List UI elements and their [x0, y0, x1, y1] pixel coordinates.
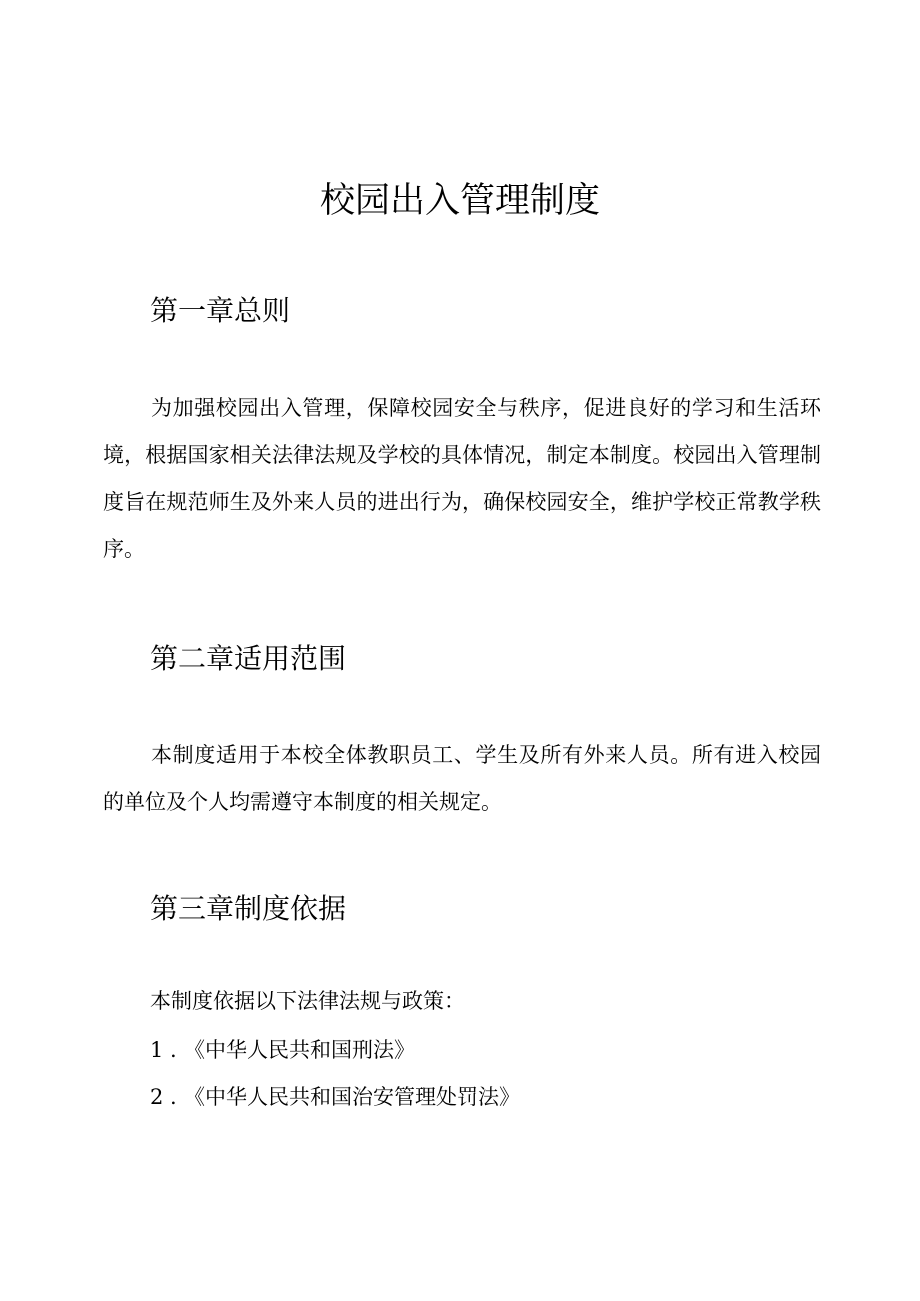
basis-list-item [150, 1082, 520, 1112]
chapter-2-heading: 第二章适用范围 [150, 642, 347, 675]
chapter-1-body: 为加强校园出入管理，保障校园安全与秩序，促进良好的学习和生活环境，根据国家相关法律法规及学校的具体情况，制定本制度。校园出入管理制度旨在规范师生及外来人员的进出行为，确保校园安全，维护学校正常教学秩序。 [103, 396, 821, 561]
list-item-text: 《中华人民共和国刑法》 [184, 1038, 415, 1062]
list-item-number: 2 . [150, 1085, 177, 1109]
document-title: 校园出入管理制度 [319, 181, 600, 221]
chapter-3-heading: 第三章制度依据 [150, 892, 347, 925]
basis-list-item [150, 1035, 415, 1065]
list-item-number: 1 . [150, 1038, 177, 1062]
chapter-2-body: 本制度适用于本校全体教职员工、学生及所有外来人员。所有进入校园的单位及个人均需遵守本制度的相关规定。 [103, 743, 821, 814]
chapter-3-intro: 本制度依据以下法律法规与政策： [150, 989, 465, 1013]
chapter-1-heading: 第一章总则 [150, 294, 291, 327]
list-item-text: 《中华人民共和国治安管理处罚法》 [184, 1085, 520, 1109]
